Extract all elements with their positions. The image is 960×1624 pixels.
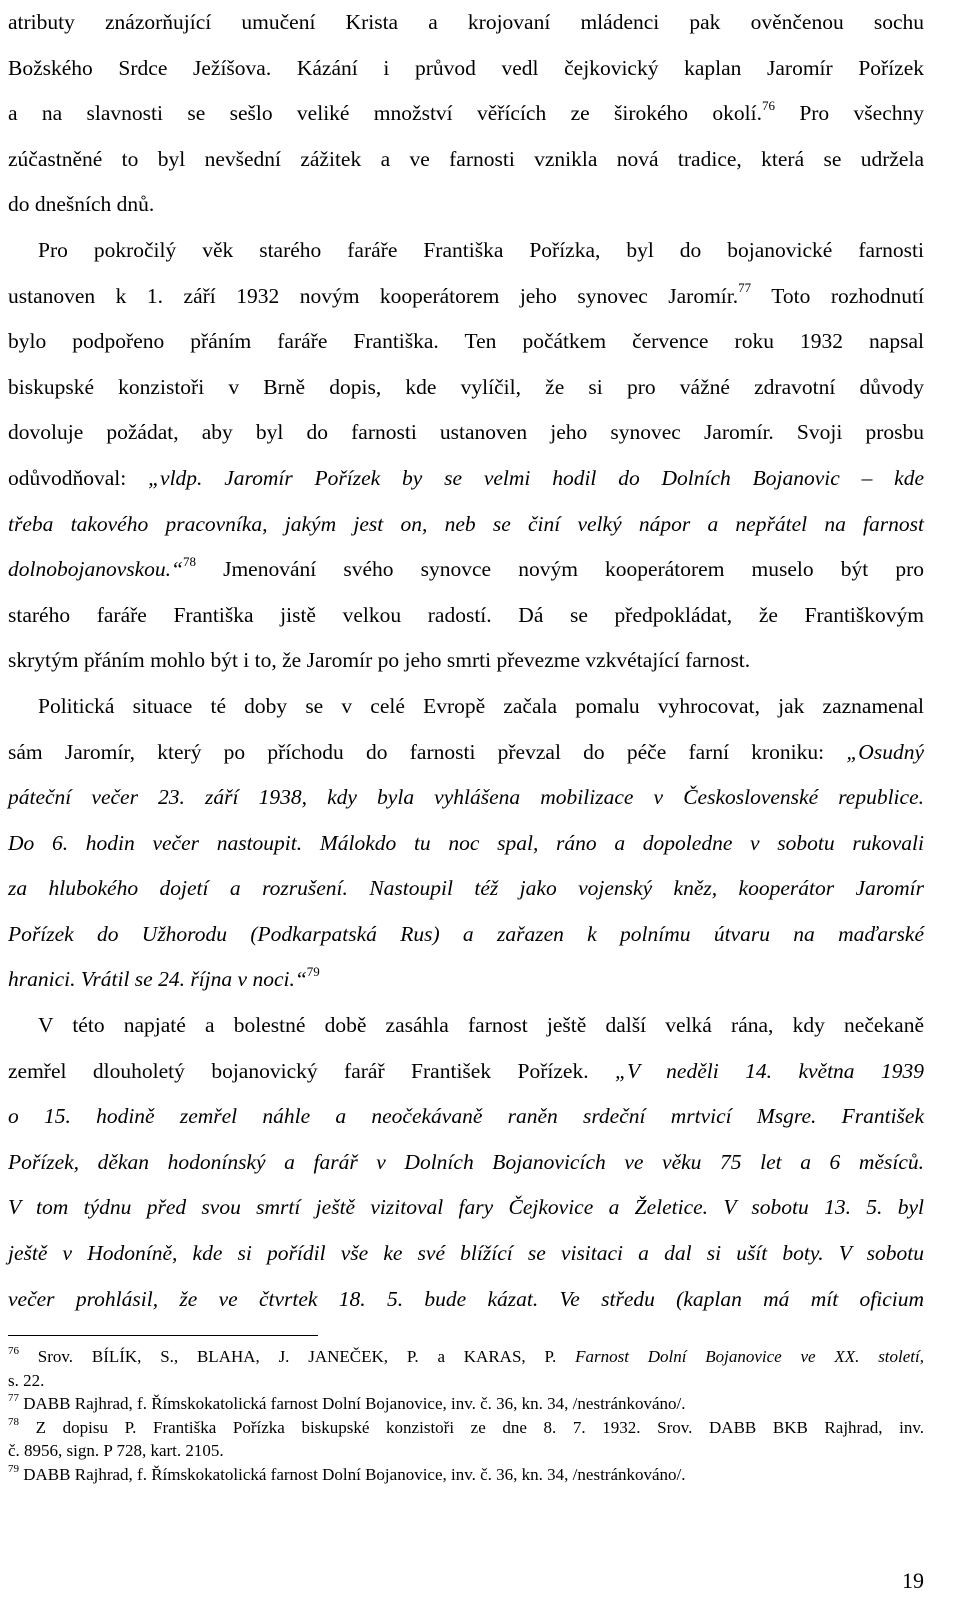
text-line: Pro pokročilý věk starého faráře Františka Pořízka, byl do bojanovické farnosti: [38, 237, 924, 262]
text-line: Pořízek, děkan hodonínský a farář v Dolních Bojanovicích ve věku 75 let a 6 měsíců.: [8, 1149, 924, 1174]
text-line: odůvodňoval: „vldp. Jaromír Pořízek by se velmi hodil do Dolních Bojanovic – kde: [8, 465, 924, 490]
footnote-separator: [8, 1335, 318, 1336]
text-line: a na slavnosti se sešlo veliké množství věřících ze širokého okolí.$^{76}$ Pro všechny: [8, 98, 924, 126]
text-line: Pořízek do Užhorodu (Podkarpatská Rus) a zařazen k polnímu útvaru na maďarské: [8, 921, 924, 946]
text-line: skrytým přáním mohlo být i to, že Jaromír po jeho smrti převezme vzkvétající farnost.: [8, 648, 751, 673]
text-line: V této napjaté a bolestné době zasáhla farnost ještě další velká rána, kdy nečekaně: [38, 1013, 924, 1038]
text-line: do dnešních dnů.: [8, 192, 155, 217]
text-line: starého faráře Františka jistě velkou radostí. Dá se předpokládat, že Františkovým: [8, 602, 924, 627]
footnote-line: č. 8956, sign. P 728, kart. 2105.: [8, 1441, 224, 1460]
text-line: ustanoven k 1. září 1932 novým kooperátorem jeho synovec Jaromír.$^{77}$ Toto rozhodnutí: [8, 280, 924, 308]
text-line: bylo podpořeno přáním faráře Františka. Ten počátkem července roku 1932 napsal: [8, 329, 924, 354]
footnote-line: $^{77}$ DABB Rajhrad, f. Římskokatolická farnost Dolní Bojanovice, inv. č. 36, kn. 34, /nestránkováno/.: [8, 1392, 686, 1413]
text-line: dolnobojanovskou.“$^{78}$ Jmenování svého synovce novým kooperátorem muselo být pro: [8, 553, 924, 582]
body-text: [8, 0, 924, 1322]
page-number: 19: [902, 1568, 924, 1593]
footnote-line: $^{79}$ DABB Rajhrad, f. Římskokatolická farnost Dolní Bojanovice, inv. č. 36, kn. 34, /nestránkováno/.: [8, 1462, 686, 1484]
text-line: sám Jaromír, který po příchodu do farnosti převzal do péče farní kroniku: „Osudný: [8, 739, 924, 764]
text-line: páteční večer 23. září 1938, kdy byla vyhlášena mobilizace v Československé republice.: [8, 785, 924, 810]
text-line: biskupské konzistoři v Brně dopis, kde vylíčil, že si pro vážné zdravotní důvody: [8, 374, 924, 399]
text-line: třeba takového pracovníka, jakým jest on, neb se činí velký nápor a nepřátel na farnost: [8, 511, 924, 536]
text-line: dovoluje požádat, aby byl do farnosti ustanoven jeho synovec Jaromír. Svoji prosbu: [8, 420, 924, 445]
footnote-line: $^{76}$ Srov. BÍLÍK, S., BLAHA, J. JANEČEK, P. a KARAS, P. Farnost Dolní Bojanovice ve XX. století,: [8, 1345, 924, 1366]
text-line: hranici. Vrátil se 24. října v noci.“$^{79}$: [8, 964, 320, 992]
text-line: ještě v Hodoníně, kde si pořídil vše ke své blížící se visitaci a dal si ušít boty. V sobotu: [8, 1241, 924, 1266]
footnotes: [8, 1345, 924, 1486]
footnote-line: $^{78}$ Z dopisu P. Františka Pořízka biskupské konzistoři ze dne 8. 7. 1932. Srov. DABB BKB Rajhrad, inv.: [8, 1415, 924, 1437]
text-line: Božského Srdce Ježíšova. Kázání i průvod vedl čejkovický kaplan Jaromír Pořízek: [8, 55, 924, 80]
text-line: o 15. hodině zemřel náhle a neočekávaně raněn srdeční mrtvicí Msgre. František: [8, 1104, 924, 1129]
text-line: zemřel dlouholetý bojanovický farář František Pořízek. „V neděli 14. května 1939: [8, 1058, 924, 1083]
text-line: Do 6. hodin večer nastoupit. Málokdo tu noc spal, ráno a dopoledne v sobotu rukovali: [8, 830, 924, 855]
text-line: večer prohlásil, že ve čtvrtek 18. 5. bude kázat. Ve středu (kaplan má mít oficium: [8, 1286, 924, 1311]
footnote-line: s. 22.: [8, 1370, 45, 1390]
text-line: Politická situace té doby se v celé Evropě začala pomalu vyhrocovat, jak zaznamenal: [38, 693, 924, 718]
text-line: za hlubokého dojetí a rozrušení. Nastoupil též jako vojenský kněz, kooperátor Jaromír: [8, 876, 924, 901]
text-line: zúčastněné to byl nevšední zážitek a ve farnosti vznikla nová tradice, která se udržela: [8, 146, 924, 171]
text-line: V tom týdnu před svou smrtí ještě vizitoval fary Čejkovice a Želetice. V sobotu 13. 5. byl: [8, 1195, 924, 1220]
text-line: atributy znázorňující umučení Krista a krojovaní mládenci pak ověnčenou sochu: [8, 10, 924, 34]
